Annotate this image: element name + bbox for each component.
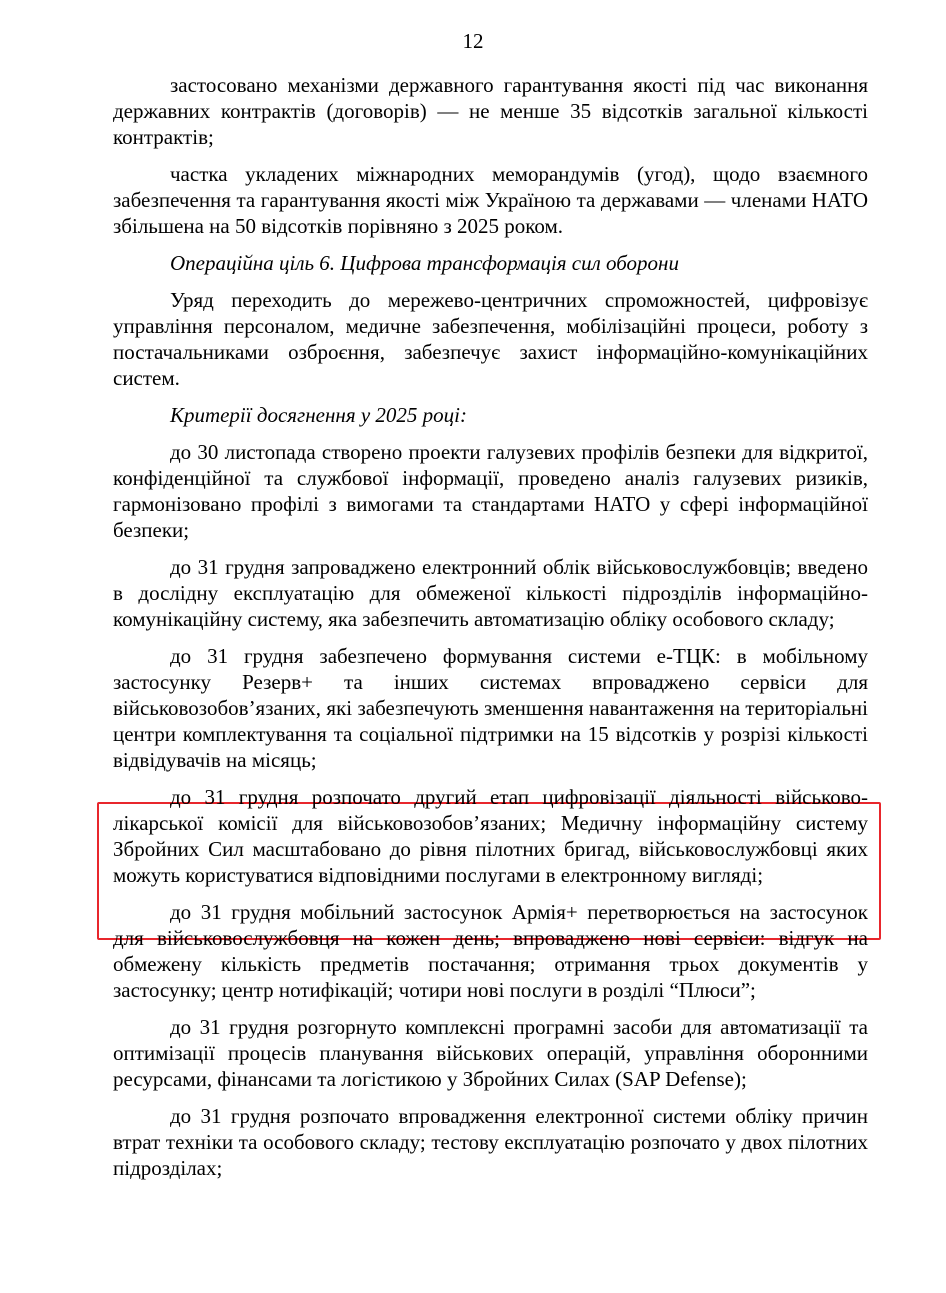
paragraph: до 30 листопада створено проекти галузевих профілів безпеки для відкритої, конфіденційної та службової інформації, проведено аналіз галузевих ризиків, гармонізовано профілі з вимогами та стандартами НАТО у сфері інформаційної безпеки; — [113, 440, 868, 542]
paragraph: до 31 грудня мобільний застосунок Армія+ перетворюється на застосунок для військовослужбовця на кожен день; впроваджено нові сервіси: відгук на обмежену кількість предметів постачання; отримання трьох документів у застосунку; центр нотифікацій; чотири нові послуги в розділі “Плюси”; — [113, 900, 868, 1002]
paragraph: застосовано механізми державного гарантування якості під час виконання державних контрактів (договорів) — не менше 35 відсотків загальної кількості контрактів; — [113, 73, 868, 149]
paragraph: до 31 грудня запроваджено електронний облік військовослужбовців; введено в дослідну експлуатацію для обмеженої кількості підрозділів інформаційно-комунікаційну систему, яка забезпечить автоматизацію обліку особового складу; — [113, 555, 868, 631]
page-number: 12 — [462, 29, 484, 53]
paragraph: Уряд переходить до мережево-центричних спроможностей, цифровізує управління персоналом, медичне забезпечення, мобілізаційні процеси, роботу з постачальниками озброєння, забезпечує захист інформаційно-комунікаційних систем. — [113, 288, 868, 390]
criteria-heading: Критерії досягнення у 2025 році: — [170, 403, 467, 427]
paragraph: частка укладених міжнародних меморандумів (угод), щодо взаємного забезпечення та гарантування якості між Україною та державами — членами НАТО збільшена на 50 відсотків порівняно з 2025 роком. — [113, 162, 868, 238]
section-heading: Операційна ціль 6. Цифрова трансформація сил оборони — [170, 251, 679, 275]
highlighted-paragraph: до 31 грудня розпочато другий етап цифровізації діяльності військово-лікарської комісії для військовозобов’язаних; Медичну інформаційну систему Збройних Сил масштабовано до рівня пілотних бригад, військовослужбовці яких можуть користуватися відповідними послугами в електронному вигляді; — [113, 785, 868, 887]
paragraph: до 31 грудня забезпечено формування системи е-ТЦК: в мобільному застосунку Резерв+ та інших системах впроваджено сервіси для військовозобов’язаних, які забезпечують зменшення навантаження на територіальні центри комплектування та соціальної підтримки на 15 відсотків у розрізі кількості відвідувачів на місяць; — [113, 644, 868, 772]
paragraph: до 31 грудня розпочато впровадження електронної системи обліку причин втрат техніки та особового складу; тестову експлуатацію розпочато у двох пілотних підрозділах; — [113, 1104, 868, 1180]
paragraph: до 31 грудня розгорнуто комплексні програмні засоби для автоматизації та оптимізації процесів планування військових операцій, управління оборонними ресурсами, фінансами та логістикою у Збройних Силах (SAP Defense); — [113, 1015, 868, 1091]
document-body — [113, 72, 868, 1181]
